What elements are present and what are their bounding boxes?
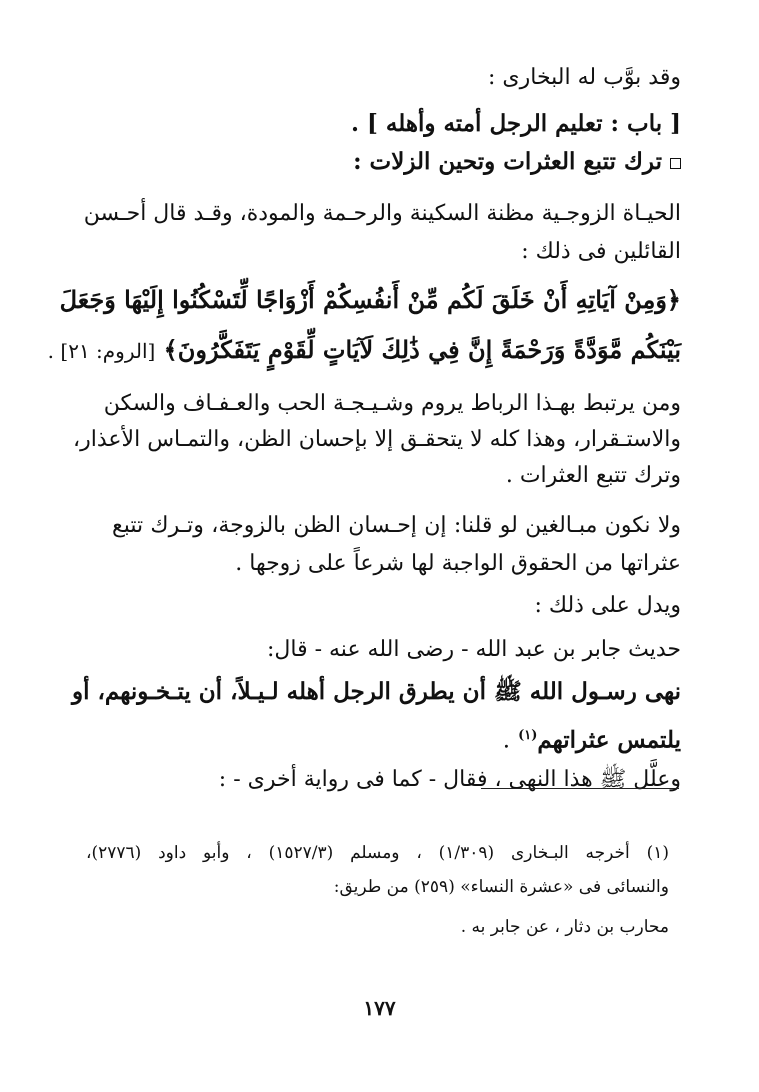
hadith-text: يلتمس عثراتهم xyxy=(537,726,681,754)
paragraph-line: وترك تتبع العثرات . xyxy=(505,463,681,488)
paragraph-line: عثراتها من الحقوق الواجبة لها شرعاً على زوجها . xyxy=(235,551,681,576)
paragraph-line: والاستـقرار، وهذا كله لا يتحقـق إلا بإحسان الظن، والتمـاس الأعذار، xyxy=(73,427,681,452)
footnote-separator xyxy=(481,788,679,789)
paragraph-line: ويدل على ذلك : xyxy=(534,593,681,618)
footnote-line: (١) أخرجه البـخارى (١/٣٠٩) ، ومسلم (١٥٢٧/٣) ، وأبو داود (٢٧٧٦)، xyxy=(86,843,669,863)
paragraph-line: وعلَّل ﷺ هذا النهى ، فقال - كما فى رواية أخرى - : xyxy=(218,767,681,792)
paragraph-line: القائلين فى ذلك : xyxy=(521,239,681,264)
quran-verse-line: ﴿وَمِنْ آيَاتِهِ أَنْ خَلَقَ لَكُم مِّنْ أَنفُسِكُمْ أَزْوَاجًا لِّتَسْكُنُوا إِلَيْهَا وَجَعَلَ xyxy=(59,285,681,314)
paragraph-line: الحيـاة الزوجـية مظنة السكينة والرحـمة والمودة، وقـد قال أحـسن xyxy=(83,201,681,226)
page-number: ١٧٧ xyxy=(363,996,396,1020)
quran-verse-text: بَيْنَكُم مَّوَدَّةً وَرَحْمَةً إِنَّ فِي ذَٰلِكَ لَآيَاتٍ لِّقَوْمٍ يَتَفَكَّرُونَ﴾ xyxy=(163,335,681,364)
chapter-heading: [ باب : تعليم الرجل أمته وأهله ] . xyxy=(350,110,681,137)
verse-reference: [الروم: ٢١] . xyxy=(47,339,156,363)
paragraph-line: حديث جابر بن عبد الله - رضى الله عنه - قال: xyxy=(266,637,681,662)
footnote-marker: (١) xyxy=(518,728,538,743)
paragraph-line: ومن يرتبط بهـذا الرباط يروم وشـيـجـة الحب والعـفـاف والسكن xyxy=(103,391,681,416)
footnote-line: والنسائى فى «عشرة النساء» (٢٥٩) من طريق: xyxy=(333,877,669,897)
hadith-line: نهى رسـول الله ﷺ أن يطرق الرجل أهله لـيـلاً، أن يتـخـونهم، أو xyxy=(72,678,681,705)
section-heading-text: ترك تتبع العثرات وتحين الزلات : xyxy=(353,148,662,175)
quran-verse-line xyxy=(48,334,681,367)
hadith-line xyxy=(503,720,681,757)
paragraph-line: ولا نكون مبـالغين لو قلنا: إن إحـسان الظن بالزوجة، وتـرك تتبع xyxy=(112,513,681,538)
intro-line: وقد بوَّب له البخارى : xyxy=(488,65,681,90)
hadith-end-punct: . xyxy=(502,727,511,754)
footnote-line: محارب بن دثار ، عن جابر به . xyxy=(460,917,669,937)
section-heading xyxy=(353,146,681,178)
square-bullet-icon xyxy=(670,158,681,169)
